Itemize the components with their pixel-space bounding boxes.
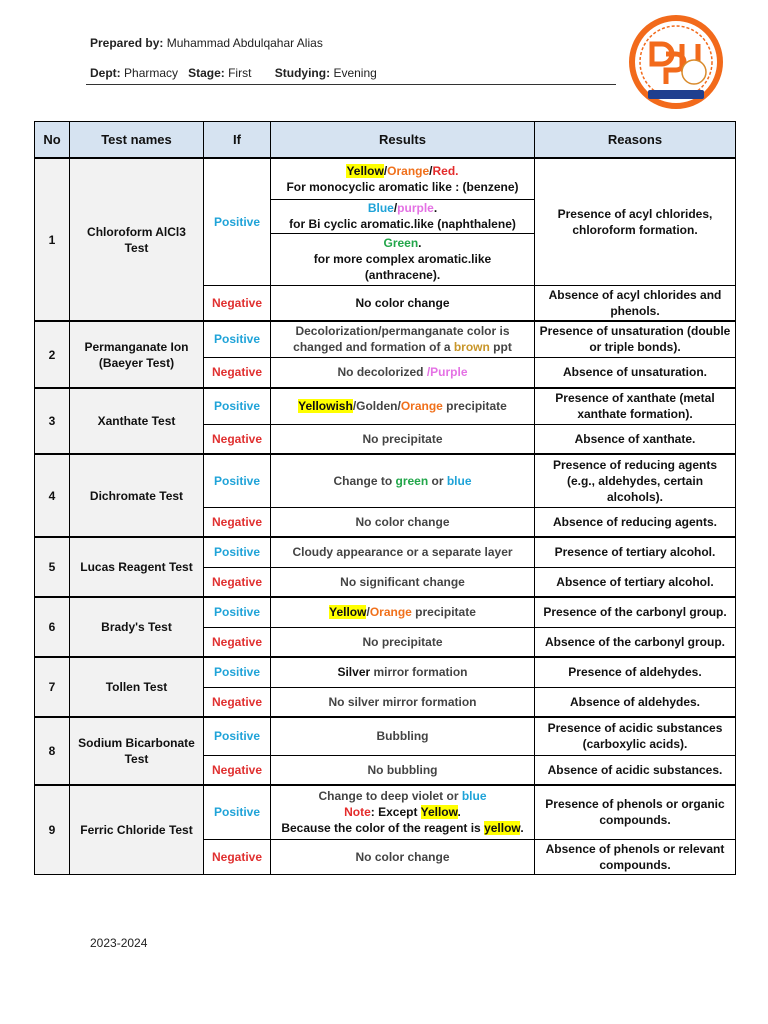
university-logo	[628, 14, 724, 110]
test-name: Brady's Test	[70, 597, 204, 657]
negative-label: Negative	[204, 357, 271, 388]
result-cell: No color change	[271, 839, 535, 874]
result-cell: Silver mirror formation	[271, 657, 535, 687]
table-row	[35, 537, 736, 567]
test-name: Ferric Chloride Test	[70, 785, 204, 874]
dept-value: Pharmacy	[124, 66, 179, 80]
stage-value: First	[228, 66, 252, 80]
negative-label: Negative	[204, 507, 271, 537]
reason-cell: Presence of phenols or organic compounds.	[535, 785, 736, 839]
result-cell: Change to green or blue	[271, 454, 535, 507]
positive-label: Positive	[204, 321, 271, 357]
table-row	[35, 158, 736, 199]
result-cell: No bubbling	[271, 755, 535, 785]
positive-label: Positive	[204, 388, 271, 424]
positive-label: Positive	[204, 454, 271, 507]
negative-label: Negative	[204, 839, 271, 874]
positive-label: Positive	[204, 785, 271, 839]
dept-stage-line: Dept: Pharmacy Stage: First Studying: Evening	[90, 66, 377, 80]
table-row	[35, 657, 736, 687]
test-name: Permanganate Ion (Baeyer Test)	[70, 321, 204, 388]
studying-label: Studying	[274, 66, 327, 80]
test-name: Chloroform AlCl3 Test	[70, 158, 204, 321]
test-name: Lucas Reagent Test	[70, 537, 204, 597]
positive-label: Positive	[204, 657, 271, 687]
positive-label: Positive	[204, 597, 271, 627]
result-cell: Change to deep violet or blue Note: Except Yellow. Because the color of the reagent is yellow.	[271, 785, 535, 839]
result-cell: Yellow/Orange/Red. For monocyclic aromatic like : (benzene)	[271, 158, 535, 199]
table-row	[35, 785, 736, 839]
positive-label: Positive	[204, 537, 271, 567]
negative-label: Negative	[204, 567, 271, 597]
negative-label: Negative	[204, 755, 271, 785]
header-if: If	[204, 122, 271, 159]
reason-cell: Absence of aldehydes.	[535, 687, 736, 717]
result-cell: Blue/purple. for Bi cyclic aromatic.like (naphthalene)	[271, 199, 535, 233]
result-cell: No silver mirror formation	[271, 687, 535, 717]
reason-cell: Presence of unsaturation (double or triple bonds).	[535, 321, 736, 357]
result-cell: Cloudy appearance or a separate layer	[271, 537, 535, 567]
studying-value: Evening	[333, 66, 377, 80]
reason-cell: Absence of tertiary alcohol.	[535, 567, 736, 597]
reason-cell: Absence of unsaturation.	[535, 357, 736, 388]
negative-label: Negative	[204, 687, 271, 717]
reason-cell: Absence of phenols or relevant compounds.	[535, 839, 736, 874]
result-cell: Green. for more complex aromatic.like (anthracene).	[271, 233, 535, 285]
result-cell: No color change	[271, 285, 535, 321]
result-cell: No significant change	[271, 567, 535, 597]
reason-cell: Presence of acidic substances (carboxylic acids).	[535, 717, 736, 755]
header-divider	[86, 84, 616, 85]
test-name: Sodium Bicarbonate Test	[70, 717, 204, 785]
prepared-label: Prepared by	[90, 36, 160, 50]
test-number: 6	[35, 597, 70, 657]
reason-cell: Absence of the carbonyl group.	[535, 627, 736, 657]
reason-cell: Presence of acyl chlorides, chloroform formation.	[535, 158, 736, 285]
reason-cell: Absence of acyl chlorides and phenols.	[535, 285, 736, 321]
prepared-value: Muhammad Abdulqahar Alias	[166, 36, 323, 50]
positive-label: Positive	[204, 158, 271, 285]
table-row	[35, 321, 736, 357]
table-row	[35, 597, 736, 627]
positive-label: Positive	[204, 717, 271, 755]
reason-cell: Presence of the carbonyl group.	[535, 597, 736, 627]
result-cell: Yellowish/Golden/Orange precipitate	[271, 388, 535, 424]
table-row	[35, 717, 736, 755]
test-name: Tollen Test	[70, 657, 204, 717]
negative-label: Negative	[204, 285, 271, 321]
prepared-by-line: Prepared by: Muhammad Abdulqahar Alias	[90, 36, 323, 50]
test-number: 2	[35, 321, 70, 388]
reason-cell: Absence of acidic substances.	[535, 755, 736, 785]
table-header-row	[35, 122, 736, 159]
table-row	[35, 388, 736, 424]
test-number: 5	[35, 537, 70, 597]
result-cell: No color change	[271, 507, 535, 537]
header-no: No	[35, 122, 70, 159]
header-reasons: Reasons	[535, 122, 736, 159]
reason-cell: Presence of reducing agents (e.g., aldehydes, certain alcohols).	[535, 454, 736, 507]
result-cell: Decolorization/permanganate color is changed and formation of a brown ppt	[271, 321, 535, 357]
result-cell: No precipitate	[271, 627, 535, 657]
reason-cell: Absence of xanthate.	[535, 424, 736, 454]
header-test-names: Test names	[70, 122, 204, 159]
academic-year: 2023-2024	[90, 936, 148, 950]
dept-label: Dept	[90, 66, 117, 80]
test-name: Dichromate Test	[70, 454, 204, 537]
test-number: 1	[35, 158, 70, 321]
test-number: 8	[35, 717, 70, 785]
test-number: 3	[35, 388, 70, 454]
reason-cell: Absence of reducing agents.	[535, 507, 736, 537]
reason-cell: Presence of tertiary alcohol.	[535, 537, 736, 567]
result-cell: Bubbling	[271, 717, 535, 755]
reason-cell: Presence of aldehydes.	[535, 657, 736, 687]
chemistry-tests-table	[34, 121, 736, 875]
header-results: Results	[271, 122, 535, 159]
result-cell: Yellow/Orange precipitate	[271, 597, 535, 627]
result-cell: No precipitate	[271, 424, 535, 454]
reason-cell: Presence of xanthate (metal xanthate formation).	[535, 388, 736, 424]
table-row	[35, 454, 736, 507]
test-name: Xanthate Test	[70, 388, 204, 454]
test-number: 4	[35, 454, 70, 537]
negative-label: Negative	[204, 424, 271, 454]
negative-label: Negative	[204, 627, 271, 657]
result-cell: No decolorized /Purple	[271, 357, 535, 388]
test-number: 9	[35, 785, 70, 874]
stage-label: Stage	[188, 66, 221, 80]
test-number: 7	[35, 657, 70, 717]
